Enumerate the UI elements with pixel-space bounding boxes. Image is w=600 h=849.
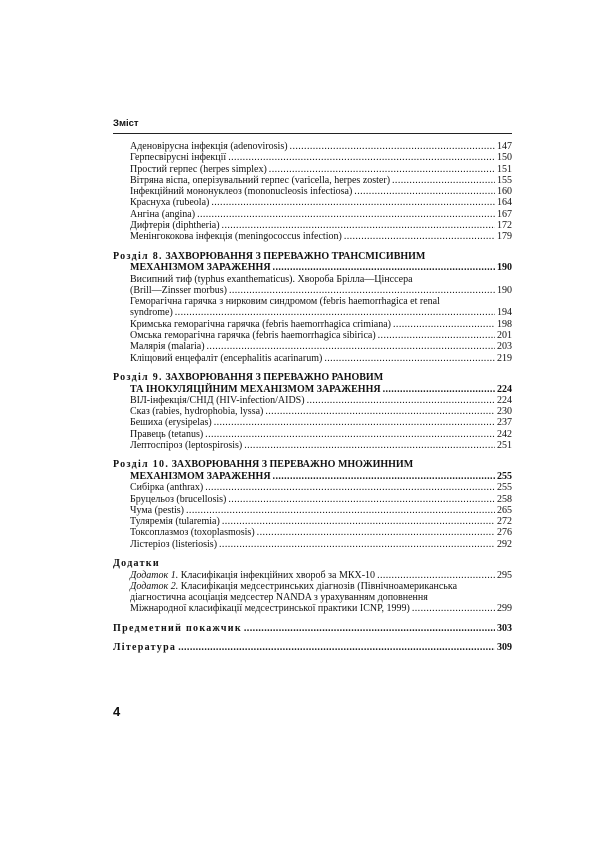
dot-leader bbox=[244, 623, 495, 634]
toc-entry-title: Лептоспіроз (leptospirosis) bbox=[130, 440, 243, 452]
dot-leader bbox=[228, 152, 495, 163]
section-10 bbox=[113, 459, 512, 550]
toc-entry[interactable] bbox=[113, 516, 512, 527]
dot-leader bbox=[207, 341, 495, 352]
toc-entry[interactable] bbox=[113, 197, 512, 208]
toc-entry-title: Кримська геморагічна гарячка (febris haemorrhagica crimiana) bbox=[130, 318, 392, 330]
toc-entry[interactable] bbox=[113, 285, 512, 296]
dot-leader bbox=[392, 175, 495, 186]
toc-entry[interactable] bbox=[113, 353, 512, 364]
section-8-page: 190 bbox=[497, 262, 512, 274]
dot-leader bbox=[269, 164, 495, 175]
dot-leader bbox=[186, 505, 495, 516]
toc-entry-title: Лістеріоз (listeriosis) bbox=[130, 538, 218, 550]
toc-entry-title: Кліщовий енцефаліт (encephalitis acarinarum) bbox=[130, 352, 323, 364]
section-8-label: Розділ 8. bbox=[113, 250, 163, 262]
toc-entry-title: Вітряна віспа, оперізувальний герпес (varicella, herpes zoster) bbox=[130, 174, 391, 186]
toc-entry[interactable] bbox=[113, 539, 512, 550]
toc-entry-page: 203 bbox=[497, 341, 512, 353]
toc-entry-title: Бешиха (erysipelas) bbox=[130, 417, 212, 429]
dot-leader bbox=[244, 440, 495, 451]
dot-leader bbox=[257, 527, 495, 538]
dot-leader bbox=[273, 262, 495, 273]
appendix-2-line2: діагностична асоціація медсестер NANDA з урахуванням доповнення bbox=[130, 592, 428, 604]
toc-entry[interactable] bbox=[113, 482, 512, 493]
section-8-items bbox=[113, 319, 512, 364]
toc-entry-page: 224 bbox=[497, 394, 512, 406]
toc-entry[interactable] bbox=[113, 141, 512, 152]
section-9-label: Розділ 9. bbox=[113, 371, 163, 383]
section-9-heading-line2[interactable] bbox=[113, 384, 512, 395]
toc-entry-page: 265 bbox=[497, 504, 512, 516]
table-of-contents bbox=[113, 141, 512, 653]
dot-leader bbox=[273, 471, 495, 482]
dot-leader bbox=[178, 642, 495, 653]
section-8-heading-line2[interactable] bbox=[113, 262, 512, 273]
section-8-title-line1: ЗАХВОРЮВАННЯ З ПЕРЕВАЖНО ТРАНСМІСИВНИМ bbox=[165, 250, 426, 262]
toc-entry[interactable] bbox=[113, 440, 512, 451]
dot-leader bbox=[197, 209, 495, 220]
toc-entry[interactable] bbox=[113, 341, 512, 352]
dot-leader bbox=[307, 395, 495, 406]
section-10-title-line1: ЗАХВОРЮВАННЯ З ПЕРЕВАЖНО МНОЖИННИМ bbox=[171, 459, 414, 471]
toc-entry-page: 190 bbox=[497, 284, 512, 296]
dot-leader bbox=[377, 570, 495, 581]
section-10-title-line2: МЕХАНІЗМОМ ЗАРАЖЕННЯ bbox=[130, 470, 271, 482]
section-10-heading-line2[interactable] bbox=[113, 471, 512, 482]
section-9 bbox=[113, 372, 512, 451]
section-9-title-line2: ТА ІНОКУЛЯЦІЙНИМ МЕХАНІЗМОМ ЗАРАЖЕННЯ bbox=[130, 383, 381, 395]
toc-entry[interactable] bbox=[113, 406, 512, 417]
toc-entry-title: Герпесвірусні інфекції bbox=[130, 152, 227, 164]
appendix-1-page: 295 bbox=[497, 569, 512, 581]
toc-entry[interactable] bbox=[113, 231, 512, 242]
toc-entry-title: Токсоплазмоз (toxoplasmosis) bbox=[130, 527, 255, 539]
dot-leader bbox=[354, 186, 495, 197]
section-8-title-line2: МЕХАНІЗМОМ ЗАРАЖЕННЯ bbox=[130, 262, 271, 274]
appendix-2-entry[interactable] bbox=[113, 603, 512, 614]
appendix-1-title bbox=[130, 570, 375, 581]
toc-entry-title: Дифтерія (diphtheria) bbox=[130, 220, 220, 232]
toc-entry[interactable] bbox=[113, 505, 512, 516]
dot-leader bbox=[222, 220, 495, 231]
appendix-2-text-line3: Міжнародної класифікації медсестринської практики ICNP, 1999) bbox=[130, 603, 410, 615]
toc-entry-page: 219 bbox=[497, 352, 512, 364]
dot-leader bbox=[222, 516, 495, 527]
toc-entry-page: 276 bbox=[497, 527, 512, 539]
toc-entry-title: Краснуха (rubeola) bbox=[130, 197, 210, 209]
appendix-2-line1 bbox=[113, 581, 512, 592]
toc-entry-page: 198 bbox=[497, 318, 512, 330]
toc-entry-title: Сказ (rabies, hydrophobia, lyssa) bbox=[130, 406, 264, 418]
dot-leader bbox=[175, 307, 495, 318]
toc-entry-title: Чума (pestis) bbox=[130, 504, 185, 516]
dot-leader bbox=[228, 494, 495, 505]
toc-entry[interactable] bbox=[113, 164, 512, 175]
running-header bbox=[113, 113, 512, 134]
dot-leader bbox=[214, 417, 495, 428]
index-page: 303 bbox=[497, 622, 512, 634]
dot-leader bbox=[412, 603, 495, 614]
toc-entry-literature[interactable] bbox=[113, 642, 512, 653]
toc-group-infections bbox=[113, 141, 512, 243]
toc-entry[interactable] bbox=[113, 417, 512, 428]
toc-entry[interactable] bbox=[113, 429, 512, 440]
toc-entry-page: 272 bbox=[497, 516, 512, 528]
section-10-label: Розділ 10. bbox=[113, 459, 170, 471]
literature-page: 309 bbox=[497, 642, 512, 654]
toc-entry-title: Малярія (malaria) bbox=[130, 341, 205, 353]
toc-entry-page: 151 bbox=[497, 163, 512, 175]
dot-leader bbox=[393, 319, 495, 330]
toc-entry-page: 230 bbox=[497, 406, 512, 418]
toc-entry-title: ВІЛ-інфекція/СНІД (HIV-infection/AIDS) bbox=[130, 394, 305, 406]
section-8 bbox=[113, 251, 512, 364]
toc-entry-title: (Brill—Zinsser morbus) bbox=[130, 284, 227, 296]
toc-entry[interactable] bbox=[113, 220, 512, 231]
toc-entry[interactable] bbox=[113, 330, 512, 341]
toc-entry[interactable] bbox=[113, 186, 512, 197]
appendix-2-label: Додаток 2. bbox=[130, 580, 179, 592]
toc-entry-page: 251 bbox=[497, 440, 512, 452]
appendices bbox=[113, 558, 512, 615]
toc-entry-index[interactable] bbox=[113, 623, 512, 634]
page-number: 4 bbox=[113, 704, 121, 719]
toc-entry-line1: Геморагічна гарячка з нирковим синдромом (febris haemorrhagica et renal bbox=[130, 296, 440, 308]
toc-entry-title: Ангіна (angina) bbox=[130, 208, 196, 220]
toc-entry[interactable] bbox=[113, 209, 512, 220]
toc-entry-page: 292 bbox=[497, 538, 512, 550]
toc-entry[interactable] bbox=[113, 175, 512, 186]
toc-entry-title: Омська геморагічна гарячка (febris haemorrhagica sibirica) bbox=[130, 330, 376, 342]
appendix-2-text-line1: Класифікація медсестринських діагнозів (Північноамериканська bbox=[178, 580, 458, 592]
toc-entry-title: Аденовірусна інфекція (adenovirosis) bbox=[130, 141, 288, 152]
toc-entry[interactable] bbox=[113, 307, 512, 318]
dot-leader bbox=[290, 141, 495, 152]
toc-entry-page: 179 bbox=[497, 231, 512, 243]
dot-leader bbox=[205, 482, 495, 493]
section-9-title-line1: ЗАХВОРЮВАННЯ З ПЕРЕВАЖНО РАНОВИМ bbox=[165, 371, 384, 383]
toc-entry-page: 164 bbox=[497, 197, 512, 209]
toc-entry[interactable] bbox=[113, 494, 512, 505]
toc-entry[interactable] bbox=[113, 152, 512, 163]
dot-leader bbox=[211, 197, 495, 208]
appendix-1-entry[interactable] bbox=[113, 570, 512, 581]
dot-leader bbox=[378, 330, 495, 341]
toc-entry-page: 255 bbox=[497, 482, 512, 494]
toc-entry-page: 194 bbox=[497, 307, 512, 319]
dot-leader bbox=[383, 384, 495, 395]
toc-entry-title: Інфекційний мононуклеоз (mononucleosis infectiosa) bbox=[130, 186, 353, 198]
dot-leader bbox=[219, 539, 495, 550]
literature-title: Література bbox=[113, 642, 177, 654]
toc-entry-page: 147 bbox=[497, 141, 512, 152]
toc-entry-page: 258 bbox=[497, 493, 512, 505]
section-9-page: 224 bbox=[497, 383, 512, 395]
toc-entry-title: Туляремія (tularemia) bbox=[130, 516, 220, 528]
appendix-1-label: Додаток 1. bbox=[130, 569, 179, 581]
toc-entry-title: Менінгококова інфекція (meningococcus infection) bbox=[130, 231, 342, 243]
section-9-heading bbox=[113, 372, 512, 384]
toc-entry-title: Сибірка (anthrax) bbox=[130, 482, 204, 494]
section-10-heading bbox=[113, 459, 512, 471]
toc-entry-line1: Висипний тиф (typhus exanthematicus). Хвороба Брілла—Цінссера bbox=[130, 273, 413, 285]
toc-entry-title: Бруцельоз (brucellosis) bbox=[130, 493, 227, 505]
dot-leader bbox=[265, 406, 495, 417]
section-9-items bbox=[113, 395, 512, 451]
toc-entry-page: 242 bbox=[497, 428, 512, 440]
section-10-page: 255 bbox=[497, 470, 512, 482]
toc-entry-page: 160 bbox=[497, 186, 512, 198]
dot-leader bbox=[324, 353, 495, 364]
toc-entry-page: 237 bbox=[497, 417, 512, 429]
toc-entry[interactable] bbox=[113, 527, 512, 538]
section-8-heading bbox=[113, 251, 512, 263]
dot-leader bbox=[344, 231, 495, 242]
toc-entry-page: 155 bbox=[497, 174, 512, 186]
toc-entry-page: 167 bbox=[497, 208, 512, 220]
index-title: Предметний покажчик bbox=[113, 622, 242, 634]
appendix-1-text: Класифікація інфекційних хвороб за МКХ-10 bbox=[178, 569, 376, 581]
appendix-2-page: 299 bbox=[497, 603, 512, 615]
toc-entry-page: 201 bbox=[497, 330, 512, 342]
toc-entry-title: Простий герпес (herpes simplex) bbox=[130, 163, 267, 175]
toc-entry[interactable] bbox=[113, 319, 512, 330]
header-title: Зміст bbox=[113, 118, 139, 129]
toc-entry-title: Правець (tetanus) bbox=[130, 428, 204, 440]
toc-entry[interactable] bbox=[113, 395, 512, 406]
section-10-items bbox=[113, 482, 512, 550]
toc-entry-page: 150 bbox=[497, 152, 512, 164]
appendices-label: Додатки bbox=[113, 557, 160, 569]
dot-leader bbox=[229, 285, 495, 296]
toc-entry-page: 172 bbox=[497, 220, 512, 232]
dot-leader bbox=[205, 429, 495, 440]
toc-entry-title: syndrome) bbox=[130, 307, 173, 319]
